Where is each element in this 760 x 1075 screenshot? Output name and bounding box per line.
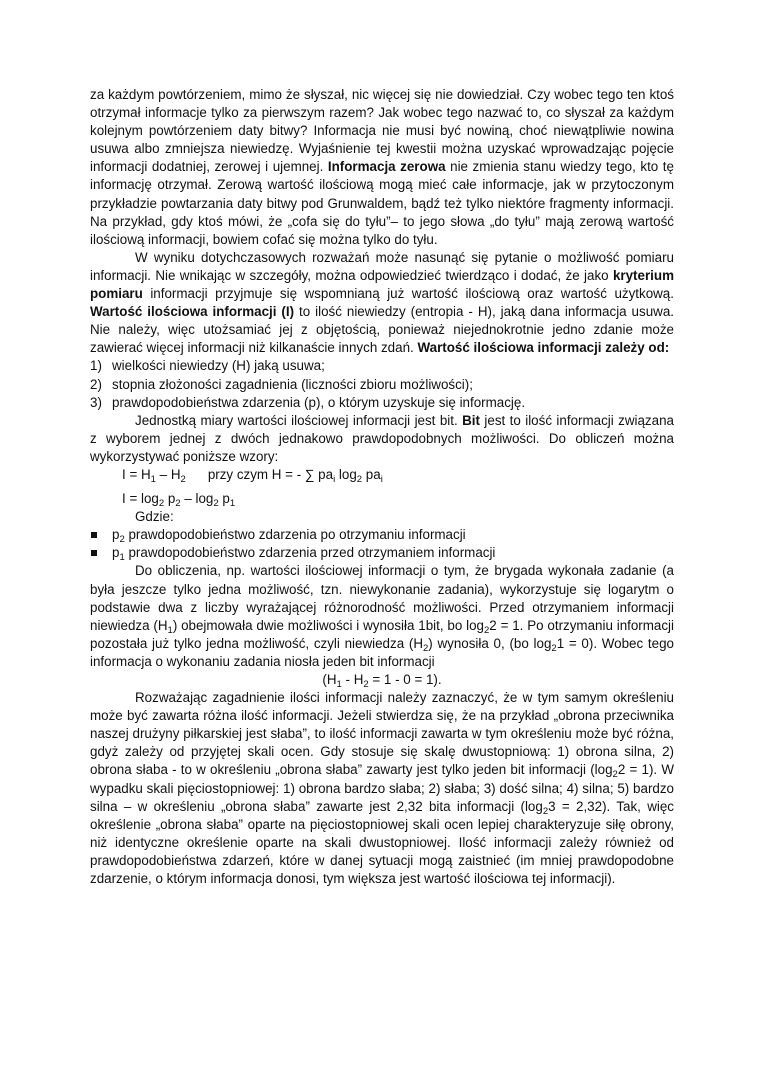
- paragraph-rating-scale: Rozważając zagadnienie ilości informacji należy zaznaczyć, że w tym samym określeniu może być zawarta różna ilość informacji. Jeżeli stwierdza się, że na przykład „obrona przeciwnika naszej drużyny piłkarskiej jest słaba”, to ilość informacji zawarta w tym określeniu może być różna, gdyż zależy od przyjętej skali ocen. Gdy stosuje się skalę dwustopniową: 1) obrona silna, 2) obrona słaba - to w określeniu „obrona słaba” zawarty jest tylko jeden bit informacji $(\log_22 = 1)$. W wypadku skali pięciostopniowej: 1) obrona bardzo słaba; 2) słaba; 3) dość silna; 4) silna; 5) bardzo silna – w określeniu „obrona słaba” zawarte jest 2,32 bita informacji $(\log_23 = 2,32)$. Tak, więc określenie „obrona słaba” oparte na pięciostopniowej skali ocen lepiej charakteryzuje siłę obrony, niż identyczne określenie oparte na skali dwustopniowej. Ilość informacji zależy również od prawdopodobieństwa zdarzeń, które w danej sytuacji mogą zaistnieć (im mniej prawdopodobne zdarzenie, o którym informacja donosi, tym większa jest wartość ilościowa tej informacji).: [90, 690, 674, 887]
- document-page: [90, 86, 674, 888]
- bullet-square-icon: [91, 532, 97, 538]
- list-item: 3) prawdopodobieństwa zdarzenia (p), o którym uzyskuje się informację.: [90, 394, 526, 410]
- formula-log-difference: $I = \log_2 p_2 - \log_2 p_1$: [122, 491, 236, 510]
- paragraph-example-brigade: Do obliczenia, np. wartości ilościowej informacji o tym, że brygada wykonała zadanie (a była jeszcze tylko jedna możliwość, tzn. niewykonanie zadania), wykorzystuje się logarytm o podstawie dwa z liczby wyrażającej różnorodność możliwości. Przed otrzymaniem informacji niewiedza $(H_1)$ obejmowała dwie możliwości i wynosiła 1bit, bo $\log_22 = 1$. Po otrzymaniu informacji pozostała już tylko jedna możliwość, czyli niewiedza $(H_2)$ wynosiła 0, (bo $\log_21 = 0$). Wobec tego informacja o wykonaniu zadania niosła jeden bit informacji: [90, 563, 675, 669]
- numbered-list: [90, 357, 674, 411]
- bullet-list: [90, 526, 674, 562]
- term-bit: Bit: [462, 412, 480, 428]
- list-item: 1) wielkości niewiedzy (H) jaką usuwa;: [90, 358, 325, 374]
- bullet-square-icon: [91, 550, 97, 556]
- list-item: 2) stopnia złożoności zagadnienia (liczności zbioru możliwości);: [90, 376, 473, 392]
- where-label: Gdzie:: [135, 509, 174, 525]
- list-item: $p_2$ prawdopodobieństwo zdarzenia po otrzymaniu informacji: [90, 526, 674, 544]
- paragraph-bit-unit: Jednostką miary wartości ilościowej informacji jest bit. Bit jest to ilość informacji związana z wyborem jednej z dwóch jednakowo prawdopodobnych możliwości. Do obliczeń można wykorzystywać poniższe wzory:: [90, 412, 674, 464]
- term-kryterium-pomiaru: kryterium pomiaru: [90, 267, 674, 302]
- formula-result: $(H_1 - H_2 = 1 - 0 = 1)$.: [322, 672, 442, 690]
- formula-entropy: $I = H_1 - H_2$ przy czym H = - ∑ $pa_i$ $\log_2 pa_i$: [122, 466, 383, 485]
- term-wartosc-ilosciowa: Wartość ilościowa informacji (I): [90, 304, 295, 320]
- paragraph-zero-information: za każdym powtórzeniem, mimo że słyszał, nic więcej się nie dowiedział. Czy wobec tego ten ktoś otrzymał informacje tylko za pierwszym razem? Jak wobec tego nazwać to, co słyszał za każdym kolejnym powtórzeniem daty bitwy? Informacja nie musi być nowiną, choć niewątpliwie nowina usuwa albo zmniejsza niewiedzę. Wyjaśnienie tej kwestii można uzyskać wprowadzając pojęcie informacji dodatniej, zerowej i ujemnej. Informacja zerowa nie zmienia stanu wiedzy tego, kto tę informację otrzymał. Zerową wartość ilościową mogą mieć całe informacje, jak w przytoczonym przykładzie powtarzania daty bitwy pod Grunwaldem, bądź też tylko niektóre fragmenty informacji. Na przykład, gdy ktoś mówi, że „cofa się do tyłu”– to jego słowa „do tyłu” mają zerową wartość ilościową informacji, bowiem cofać się można tylko do tyłu.: [90, 87, 674, 247]
- list-item: $p_1$ prawdopodobieństwo zdarzenia przed otrzymaniem informacji: [90, 544, 674, 562]
- term-zalezy-od: Wartość ilościowa informacji zależy od:: [417, 340, 670, 356]
- term-informacja-zerowa: Informacja zerowa: [327, 159, 446, 175]
- paragraph-measurement: W wyniku dotychczasowych rozważań może nasunąć się pytanie o możliwość pomiaru informacji. Nie wnikając w szczegóły, można odpowiedzieć twierdząco i dodać, że jako kryterium pomiaru informacji przyjmuje się wspomnianą już wartość ilościową oraz wartość użytkową. Wartość ilościowa informacji (I) to ilość niewiedzy (entropia - H), jaką dana informacja usuwa. Nie należy, więc utożsamiać jej z objętością, ponieważ niejednokrotnie jedno zdanie może zawierać więcej informacji niż kilkanaście innych zdań. Wartość ilościowa informacji zależy od:: [90, 249, 674, 356]
